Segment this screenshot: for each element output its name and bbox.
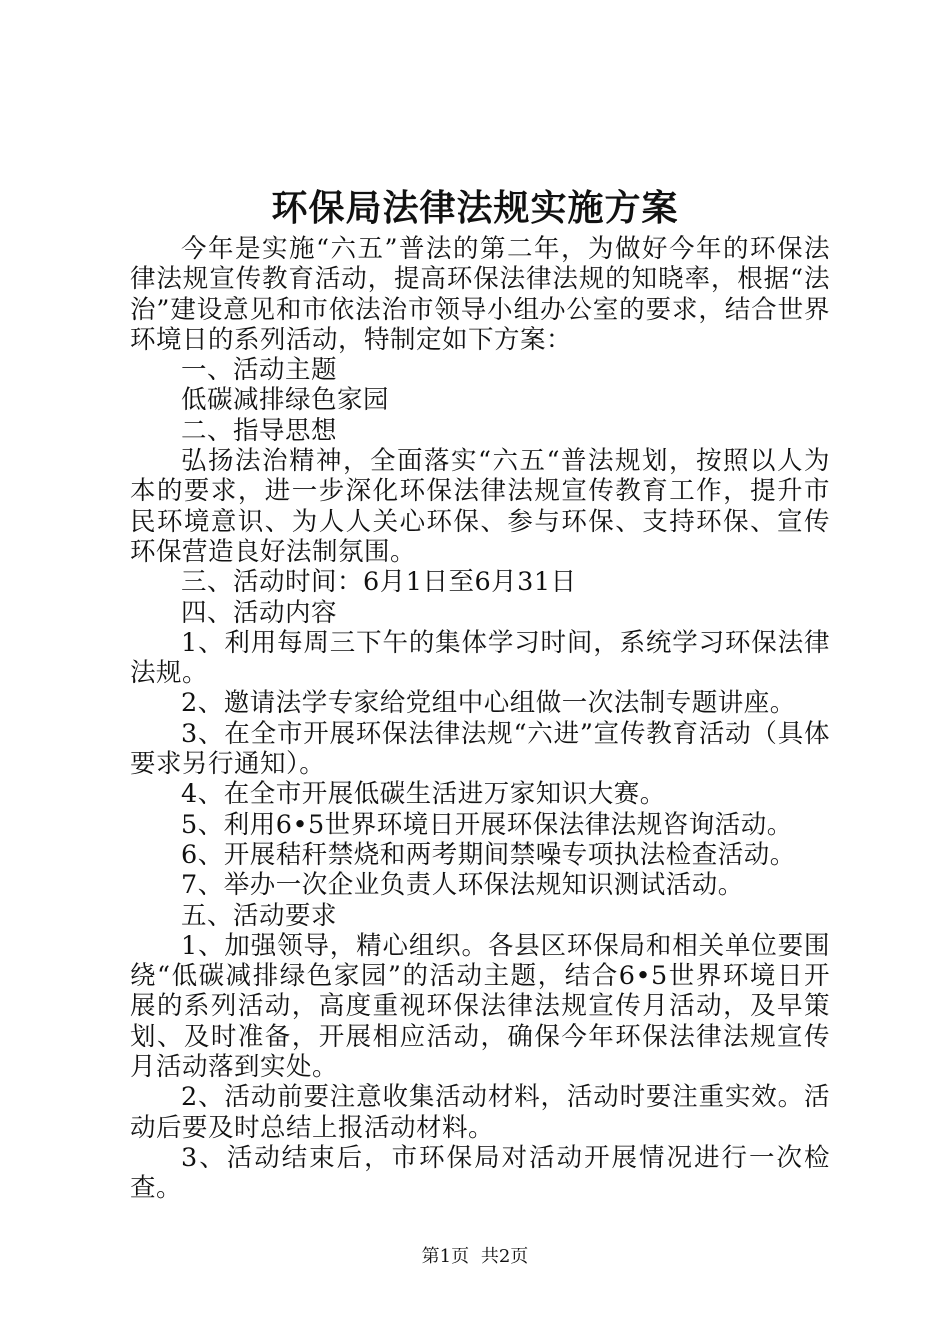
requirement-item-2: 2、活动前要注意收集活动材料，活动时要注重实效。活动后要及时总结上报活动材料。 bbox=[130, 1082, 830, 1143]
requirement-item-3: 3、活动结束后，市环保局对活动开展情况进行一次检查。 bbox=[130, 1142, 830, 1204]
content-item-1: 1、利用每周三下午的集体学习时间，系统学习环保法律法规。 bbox=[130, 627, 830, 689]
content-item-6: 6、开展秸秆禁烧和两考期间禁噪专项执法检查活动。 bbox=[181, 839, 796, 870]
document-title: 环保局法律法规实施方案 bbox=[271, 187, 679, 229]
heading-activity-requirements: 五、活动要求 bbox=[181, 900, 338, 931]
paragraph-guiding-thought: 弘扬法治精神，全面落实“六五“普法规划，按照以人为本的要求，进一步深化环保法律法规宣传教育工作，提升市民环境意识、为人人关心环保、参与环保、支持环保、宣传环保营造良好法制氛围。 bbox=[130, 446, 830, 567]
page-footer bbox=[0, 1245, 950, 1269]
content-item-7: 7、举办一次企业负责人环保法规知识测试活动。 bbox=[181, 870, 744, 901]
content-item-4: 4、在全市开展低碳生活进万家知识大赛。 bbox=[181, 779, 666, 810]
heading-theme: 一、活动主题 bbox=[181, 355, 338, 386]
content-item-5: 5、利用6•5世界环境日开展环保法律法规咨询活动。 bbox=[181, 809, 793, 840]
content-item-3: 3、在全市开展环保法律法规“六进”宣传教育活动（具体要求另行通知）。 bbox=[130, 718, 830, 780]
content-item-2: 2、邀请法学专家给党组中心组做一次法制专题讲座。 bbox=[181, 688, 796, 719]
heading-activity-content: 四、活动内容 bbox=[181, 597, 338, 628]
page-number-total: 共2页 bbox=[480, 1246, 529, 1267]
document-body bbox=[130, 234, 830, 1204]
paragraph-intro: 今年是实施“六五”普法的第二年，为做好今年的环保法律法规宣传教育活动，提高环保法律法规的知晓率，根据“法治”建设意见和市依法治市领导小组办公室的要求，结合世界环境日的系列活动，特制定如下方案： bbox=[130, 234, 830, 355]
heading-guiding-thought: 二、指导思想 bbox=[181, 415, 338, 446]
heading-activity-time: 三、活动时间：6月1日至6月31日 bbox=[181, 567, 577, 598]
paragraph-theme: 低碳减排绿色家园 bbox=[181, 385, 390, 416]
page-number-current: 第1页 bbox=[421, 1246, 470, 1267]
requirement-item-1: 1、加强领导，精心组织。各县区环保局和相关单位要围绕“低碳减排绿色家园”的活动主题，结合6•5世界环境日开展的系列活动，高度重视环保法律法规宣传月活动，及早策划、及时准备，开展相应活动，确保今年环保法律法规宣传月活动落到实处。 bbox=[130, 930, 830, 1083]
